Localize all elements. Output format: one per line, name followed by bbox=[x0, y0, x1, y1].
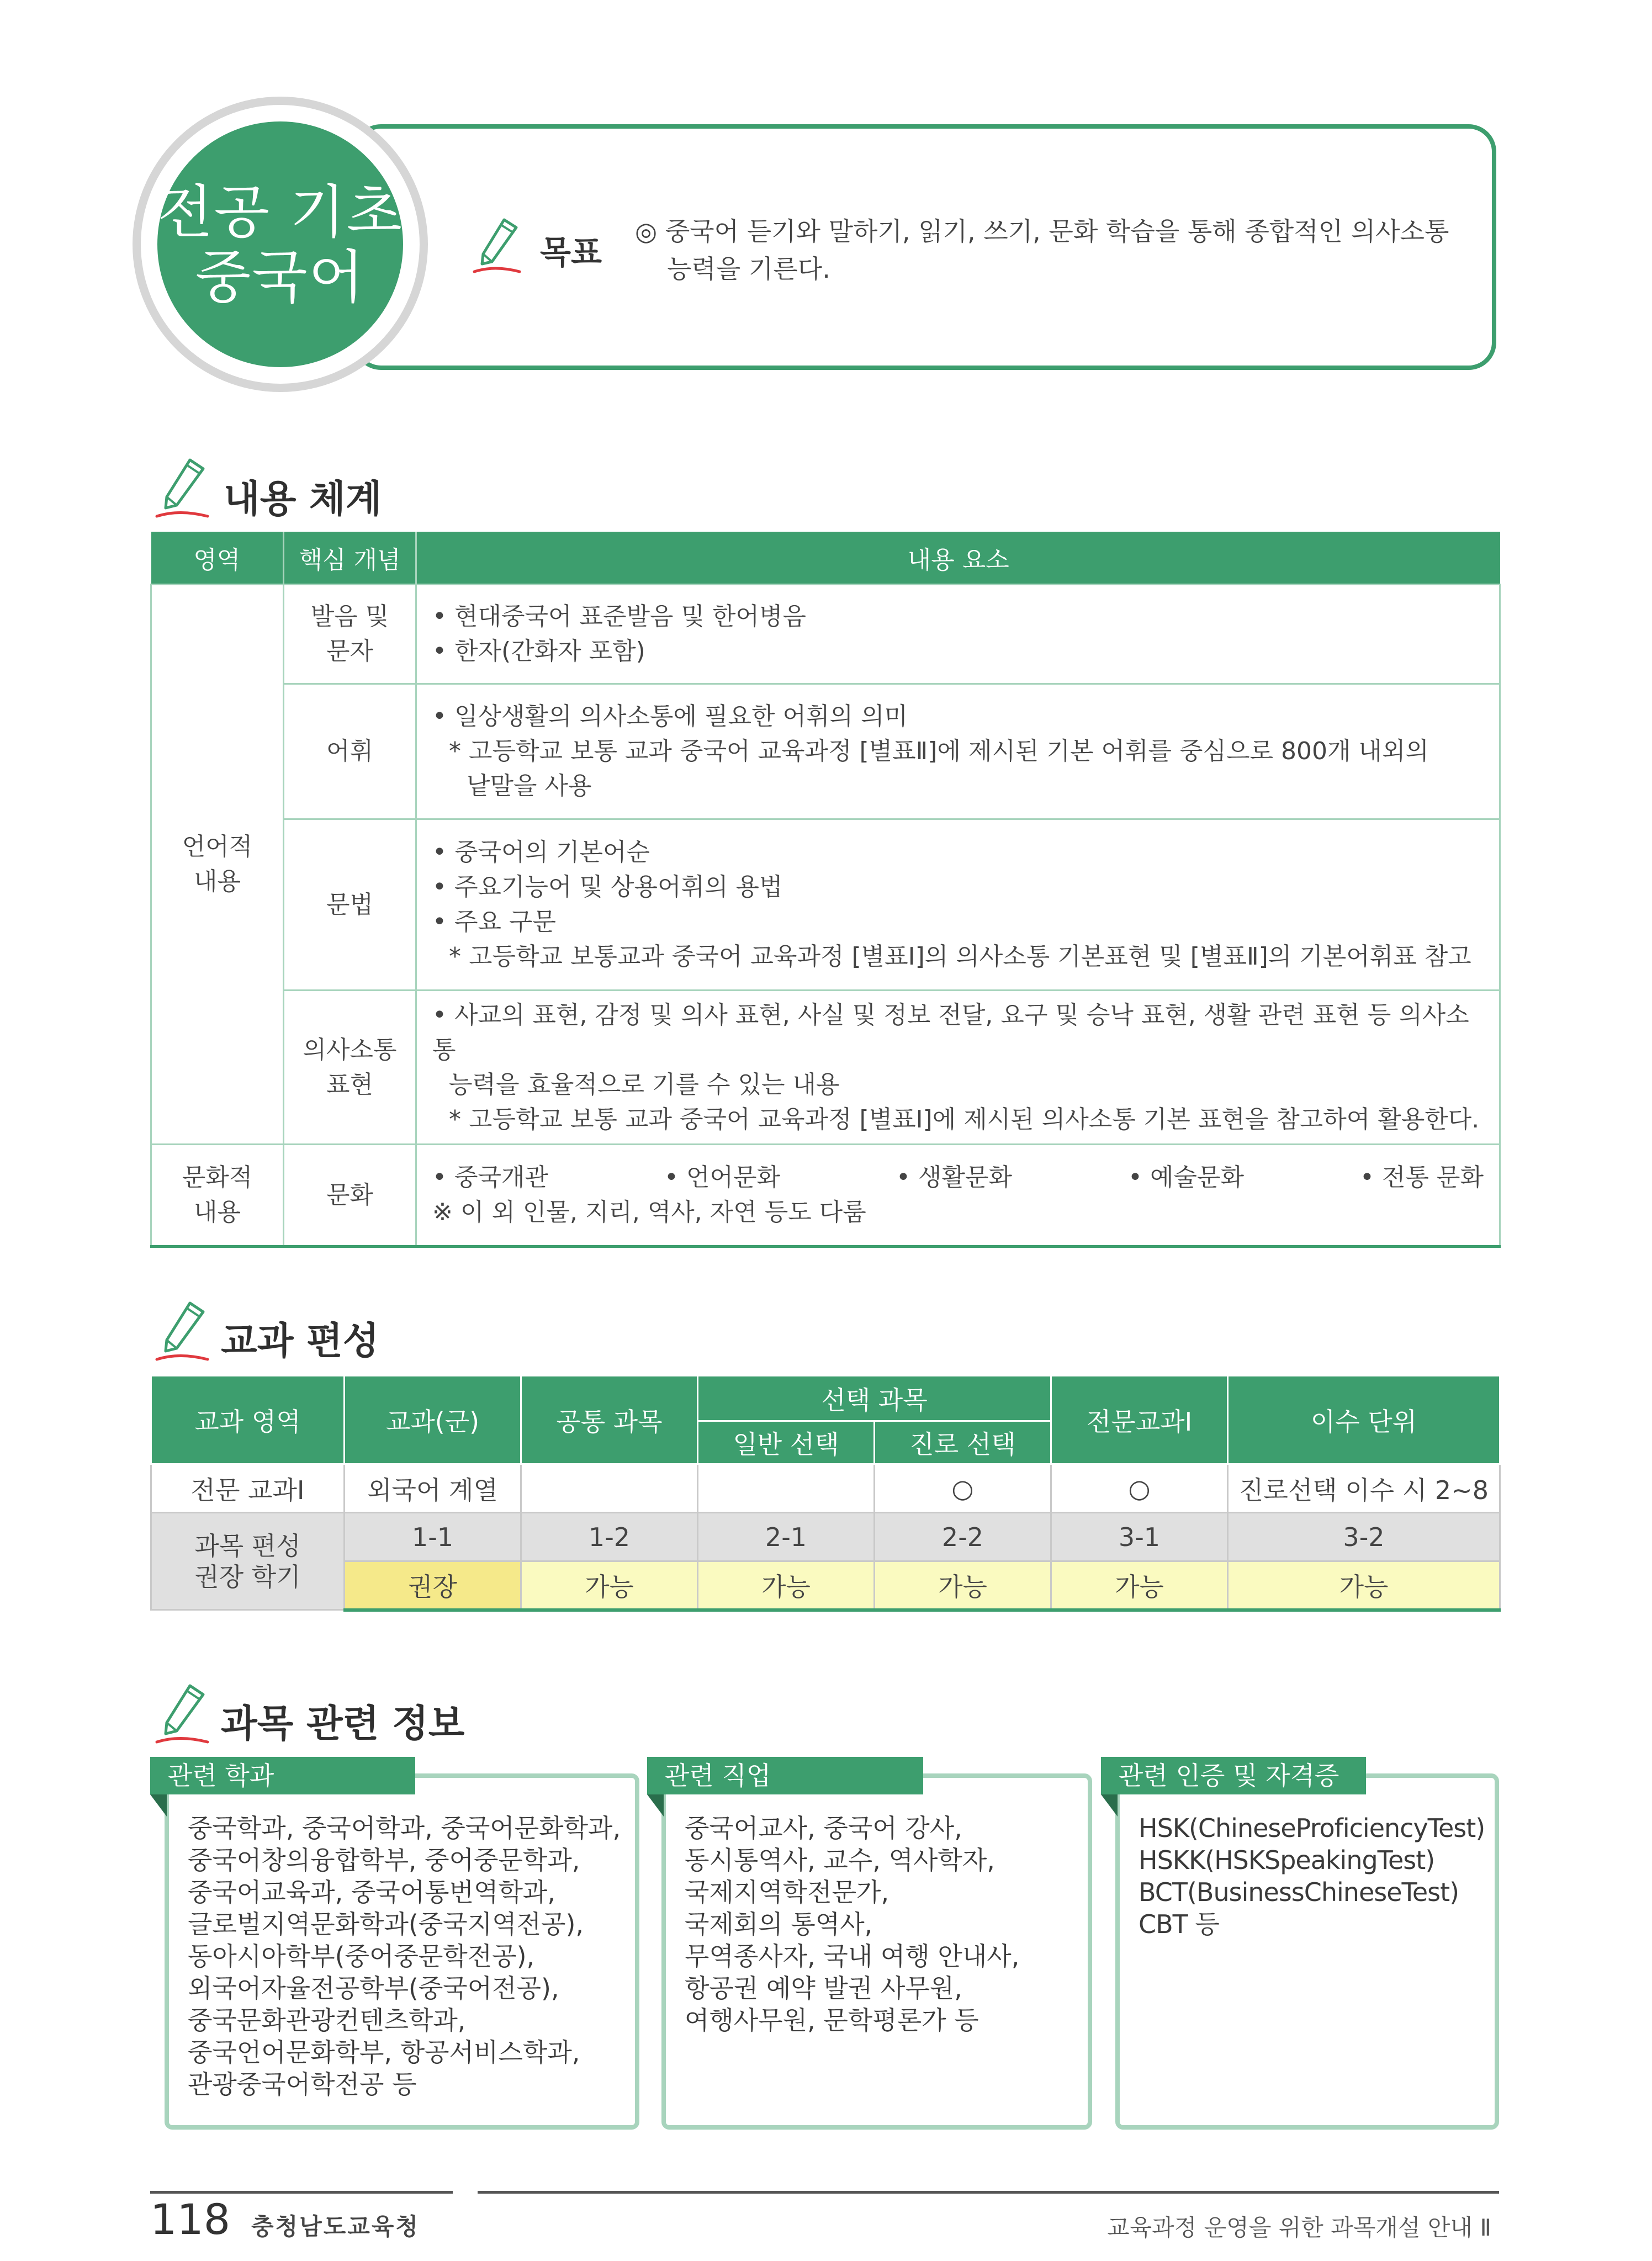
header-career: 진로 선택 bbox=[875, 1421, 1051, 1464]
header-elective: 선택 과목 bbox=[698, 1376, 1051, 1421]
publisher-name: 충청남도교육청 bbox=[251, 2213, 420, 2240]
related-jobs-tab: 관련 직업 bbox=[647, 1757, 923, 1794]
elements-cell bbox=[416, 990, 1500, 1144]
elements-cell bbox=[416, 684, 1500, 819]
list-item: • 현대중국어 표준발음 및 한어병음 bbox=[432, 602, 806, 631]
list-item: • 한자(간화자 포함) bbox=[432, 637, 645, 665]
list-item: CBT 등 bbox=[1139, 1909, 1219, 1939]
table-cell: 외국어 계열 bbox=[345, 1464, 521, 1513]
header-common: 공통 과목 bbox=[521, 1376, 698, 1464]
list-item: • 전통 문화 bbox=[1360, 1163, 1484, 1192]
recommend-cell: 가능 bbox=[1228, 1561, 1500, 1610]
related-majors-tab: 관련 학과 bbox=[150, 1757, 415, 1794]
table-header-row bbox=[151, 532, 1500, 584]
semester-label: 과목 편성 권장 학기 bbox=[151, 1513, 345, 1610]
list-item: • 예술문화 bbox=[1128, 1163, 1244, 1192]
list-item-cont: 능력을 효율적으로 기를 수 있는 내용 bbox=[449, 1070, 840, 1099]
pencil-icon bbox=[155, 456, 210, 522]
table-cell: 진로선택 이수 시 2~8 bbox=[1228, 1464, 1500, 1513]
list-item: 국제지역학전문가, bbox=[685, 1877, 889, 1907]
table-header-row bbox=[151, 1376, 1500, 1421]
concept-cell: 문화 bbox=[284, 1144, 416, 1246]
list-item: 국제회의 통역사, bbox=[685, 1909, 873, 1939]
goal-text bbox=[635, 213, 1463, 288]
table-row bbox=[151, 819, 1500, 990]
list-item: 중국학과, 중국어학과, 중국어문화학과, bbox=[188, 1813, 621, 1843]
badge-subject: 중국어 bbox=[195, 243, 366, 311]
related-jobs-list bbox=[685, 1812, 1082, 2036]
goal-label: 목표 bbox=[540, 234, 602, 271]
concept-cell: 문법 bbox=[284, 819, 416, 990]
list-item: • 주요기능어 및 상용어휘의 용법 bbox=[432, 873, 783, 901]
related-majors-list bbox=[188, 1812, 629, 2100]
table-row bbox=[151, 1464, 1500, 1513]
semester-cell: 2-2 bbox=[875, 1513, 1051, 1561]
list-item: • 생활문화 bbox=[896, 1163, 1012, 1192]
list-item: 중국언어문화학부, 항공서비스학과, bbox=[188, 2037, 580, 2067]
header-units: 이수 단위 bbox=[1228, 1376, 1500, 1464]
header-general: 일반 선택 bbox=[698, 1421, 875, 1464]
table-row bbox=[151, 584, 1500, 684]
list-item: • 주요 구문 bbox=[432, 908, 556, 936]
tab-fold-icon bbox=[150, 1794, 167, 1817]
list-item: • 일상생활의 의사소통에 필요한 어휘의 의미 bbox=[432, 702, 908, 730]
recommend-cell: 가능 bbox=[521, 1561, 698, 1610]
table-cell bbox=[698, 1464, 875, 1513]
recommend-cell: 가능 bbox=[875, 1561, 1051, 1610]
page-number: 118 bbox=[150, 2195, 231, 2244]
concept-cell: 어휘 bbox=[284, 684, 416, 819]
section-title-content: 내용 체계 bbox=[224, 478, 382, 521]
list-item: 동시통역사, 교수, 역사학자, bbox=[685, 1845, 995, 1875]
related-certs-tab: 관련 인증 및 자격증 bbox=[1101, 1757, 1366, 1794]
goal-line: 능력을 기른다. bbox=[667, 254, 830, 284]
table-cell: 전문 교과Ⅰ bbox=[151, 1464, 345, 1513]
table-cell: ○ bbox=[875, 1464, 1051, 1513]
subject-badge bbox=[152, 116, 409, 373]
table-row bbox=[151, 1513, 1500, 1561]
list-item: 무역종사자, 국내 여행 안내사, bbox=[685, 1941, 1020, 1971]
table-cell bbox=[521, 1464, 698, 1513]
section-title-related: 과목 관련 정보 bbox=[221, 1702, 465, 1746]
header-elements: 내용 요소 bbox=[416, 532, 1500, 584]
list-item: BCT(BusinessChineseTest) bbox=[1139, 1877, 1459, 1907]
semester-cell: 3-1 bbox=[1051, 1513, 1228, 1561]
list-item: 중국문화관광컨텐츠학과, bbox=[188, 2005, 466, 2035]
header-area: 교과 영역 bbox=[151, 1376, 345, 1464]
concept-cell: 의사소통 표현 bbox=[284, 990, 416, 1144]
semester-cell: 2-1 bbox=[698, 1513, 875, 1561]
content-system-table bbox=[150, 532, 1501, 1248]
note-item: * 고등학교 보통교과 중국어 교육과정 [별표Ⅰ]의 의사소통 기본표현 및 [별표Ⅱ]의 기본어휘표 참고 bbox=[449, 942, 1471, 971]
list-item: 관광중국어학전공 등 bbox=[188, 2069, 417, 2099]
tab-fold-icon bbox=[647, 1794, 664, 1817]
tab-fold-icon bbox=[1101, 1794, 1118, 1817]
concept-cell: 발음 및 문자 bbox=[284, 584, 416, 684]
list-item: 중국어교육과, 중국어통번역학과, bbox=[188, 1877, 555, 1907]
curriculum-table bbox=[150, 1375, 1501, 1612]
list-item: HSK(ChineseProficiencyTest) bbox=[1139, 1813, 1485, 1843]
list-item: • 언어문화 bbox=[664, 1163, 780, 1192]
recommend-cell: 가능 bbox=[698, 1561, 875, 1610]
semester-cell: 1-1 bbox=[345, 1513, 521, 1561]
table-cell: ○ bbox=[1051, 1464, 1228, 1513]
pencil-icon bbox=[155, 1299, 210, 1365]
area-language: 언어적 내용 bbox=[151, 584, 284, 1144]
table-row bbox=[151, 684, 1500, 819]
culture-items bbox=[432, 1160, 1484, 1195]
list-item: 글로벌지역문화학과(중국지역전공), bbox=[188, 1909, 584, 1939]
header-concept: 핵심 개념 bbox=[284, 532, 416, 584]
list-item: 중국어교사, 중국어 강사, bbox=[685, 1813, 962, 1843]
table-row bbox=[151, 1144, 1500, 1246]
related-certs-list bbox=[1139, 1812, 1492, 1940]
pencil-icon bbox=[155, 1681, 210, 1748]
elements-cell bbox=[416, 584, 1500, 684]
list-item: HSKK(HSKSpeakingTest) bbox=[1139, 1845, 1435, 1875]
note-item: ※ 이 외 인물, 지리, 역사, 자연 등도 다룸 bbox=[432, 1198, 866, 1226]
pencil-icon bbox=[472, 216, 522, 277]
table-row bbox=[151, 1561, 1500, 1610]
list-item: 외국어자율전공학부(중국어전공), bbox=[188, 1973, 559, 2003]
header-major: 전문교과Ⅰ bbox=[1051, 1376, 1228, 1464]
semester-cell: 3-2 bbox=[1228, 1513, 1500, 1561]
list-item: 항공권 예약 발권 사무원, bbox=[685, 1973, 962, 2003]
semester-cell: 1-2 bbox=[521, 1513, 698, 1561]
list-item: 여행사무원, 문학평론가 등 bbox=[685, 2005, 979, 2035]
table-row bbox=[151, 990, 1500, 1144]
note-item: * 고등학교 보통 교과 중국어 교육과정 [별표Ⅱ]에 제시된 기본 어휘를 중심으로 800개 내외의 bbox=[449, 737, 1429, 765]
footer-divider bbox=[150, 2191, 1499, 2194]
list-item: • 사교의 표현, 감정 및 의사 표현, 사실 및 정보 전달, 요구 및 승낙 표현, 생활 관련 표현 등 의사소통 bbox=[432, 1000, 1469, 1064]
note-item: * 고등학교 보통 교과 중국어 교육과정 [별표Ⅰ]에 제시된 의사소통 기본 표현을 참고하여 활용한다. bbox=[449, 1105, 1480, 1134]
elements-cell bbox=[416, 1144, 1500, 1246]
list-item: 동아시아학부(중어중문학전공), bbox=[188, 1941, 535, 1971]
header-area: 영역 bbox=[151, 532, 284, 584]
elements-cell bbox=[416, 819, 1500, 990]
badge-category: 전공 기초 bbox=[157, 178, 403, 246]
header-group: 교과(군) bbox=[345, 1376, 521, 1464]
document-title: 교육과정 운영을 위한 과목개설 안내 Ⅱ bbox=[1107, 2214, 1492, 2241]
note-item: 낱말을 사용 bbox=[467, 772, 592, 800]
area-culture: 문화적 내용 bbox=[151, 1144, 284, 1246]
section-title-curriculum: 교과 편성 bbox=[221, 1320, 379, 1363]
goal-line: ◎ 중국어 듣기와 말하기, 읽기, 쓰기, 문화 학습을 통해 종합적인 의사소통 bbox=[635, 216, 1449, 246]
list-item: • 중국개관 bbox=[432, 1163, 548, 1192]
footer-divider-gap bbox=[453, 2185, 478, 2196]
recommend-cell: 가능 bbox=[1051, 1561, 1228, 1610]
recommend-cell: 권장 bbox=[345, 1561, 521, 1610]
list-item: • 중국어의 기본어순 bbox=[432, 838, 650, 866]
list-item: 중국어창의융합학부, 중어중문학과, bbox=[188, 1845, 580, 1875]
